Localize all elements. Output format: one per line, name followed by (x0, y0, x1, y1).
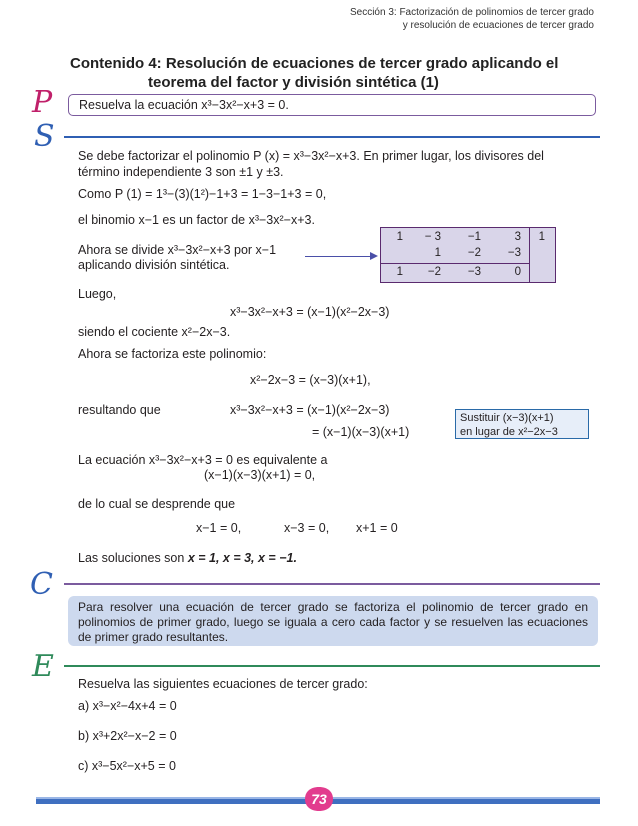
syn-r1c2: − 3 (424, 231, 441, 243)
letter-c: C (30, 567, 53, 602)
sol-line1: Se debe factorizar el polinomio P (x) = x³−3x²−x+3. En primer lugar, los divisores del (78, 149, 544, 163)
section-header-line1: Sección 3: Factorización de polinomios de tercer grado (349, 7, 594, 18)
equation-5b: x−3 = 0, (284, 521, 330, 535)
syn-r1c1: 1 (396, 231, 403, 243)
letter-e: E (32, 649, 54, 684)
syn-r3c2: −2 (427, 266, 441, 278)
section-header (350, 6, 594, 32)
note-line1: Sustituir (x−3)(x+1) (460, 412, 554, 424)
equation-5c: x+1 = 0 (356, 521, 398, 535)
equation-3b: = (x−1)(x−3)(x+1) (312, 425, 410, 439)
sol-line3: Como P (1) = 1³−(3)(1²)−1+3 = 1−3−1+3 = 0, (78, 187, 327, 201)
syn-r3c1: 1 (396, 266, 403, 278)
note-line2: en lugar de x²−2x−3 (460, 426, 558, 438)
arrow-line (305, 256, 375, 257)
page-number: 73 (311, 791, 327, 807)
syn-r2c3: −3 (507, 247, 521, 259)
sol-line2: término independiente 3 son ±1 y ±3. (78, 165, 284, 179)
problem-box (68, 94, 596, 116)
sol-line8: siendo el cociente x²−2x−3. (78, 325, 231, 339)
equation-2: x²−2x−3 = (x−3)(x+1), (250, 373, 371, 387)
problem-text: Resuelva la ecuación x³−3x²−x+3 = 0. (79, 98, 289, 112)
syn-r3c4: 0 (514, 266, 521, 278)
syn-r2c1: 1 (434, 247, 441, 259)
exercise-a: a) x³−x²−4x+4 = 0 (78, 699, 177, 713)
c-divider (64, 583, 600, 585)
sol-line11: La ecuación x³−3x²−x+3 = 0 es equivalente a (78, 453, 328, 467)
equation-1: x³−3x²−x+3 = (x−1)(x²−2x−3) (230, 305, 390, 319)
sol-line6: aplicando división sintética. (78, 258, 230, 272)
title-line1: Contenido 4: Resolución de ecuaciones de tercer grado aplicando el (70, 55, 559, 72)
exercise-c: c) x³−5x²−x+5 = 0 (78, 759, 176, 773)
equation-4: (x−1)(x−3)(x+1) = 0, (204, 468, 316, 482)
sol-line5: Ahora se divide x³−3x²−x+3 por x−1 (78, 243, 277, 257)
sol-line4: el binomio x−1 es un factor de x³−3x²−x+3. (78, 213, 315, 227)
substitution-note (455, 409, 589, 439)
exercises-intro: Resuelva las siguientes ecuaciones de tercer grado: (78, 677, 368, 691)
syn-divisor: 1 (538, 231, 545, 243)
arrow-icon (370, 252, 378, 260)
e-divider (64, 665, 600, 667)
s-divider (64, 136, 600, 138)
syn-hline (381, 263, 529, 264)
sol-line9: Ahora se factoriza este polinomio: (78, 347, 267, 361)
sol-line7: Luego, (78, 287, 117, 301)
syn-r3c3: −3 (467, 266, 481, 278)
exercise-b: b) x³+2x²−x−2 = 0 (78, 729, 177, 743)
solutions-answer: x = 1, x = 3, x = −1. (187, 551, 297, 565)
syn-r2c2: −2 (467, 247, 481, 259)
sol-line10: resultando que (78, 403, 161, 417)
section-header-line2: y resolución de ecuaciones de tercer grado (402, 20, 594, 31)
syn-r1c4: 3 (514, 231, 521, 243)
syn-vline (529, 228, 530, 282)
content-title (70, 54, 558, 92)
sol-line12: de lo cual se desprende que (78, 497, 236, 511)
conclusion-box (68, 596, 598, 646)
equation-3a: x³−3x²−x+3 = (x−1)(x²−2x−3) (230, 403, 390, 417)
equation-5a: x−1 = 0, (196, 521, 242, 535)
conclusion-text: Para resolver una ecuación de tercer grado se factoriza el polinomio de tercer grado en polinomios de primer grado, luego se iguala a cero cada factor y se resuelven las ecuaciones de primer grado resultantes. (78, 600, 588, 644)
solutions-line (78, 550, 297, 566)
letter-s: S (34, 119, 55, 154)
solutions-label: Las soluciones son (78, 551, 185, 565)
title-line2: teorema del factor y división sintética (1) (148, 74, 439, 91)
synthetic-division-table (380, 227, 556, 283)
letter-p: P (32, 85, 53, 120)
syn-r1c3: −1 (467, 231, 481, 243)
